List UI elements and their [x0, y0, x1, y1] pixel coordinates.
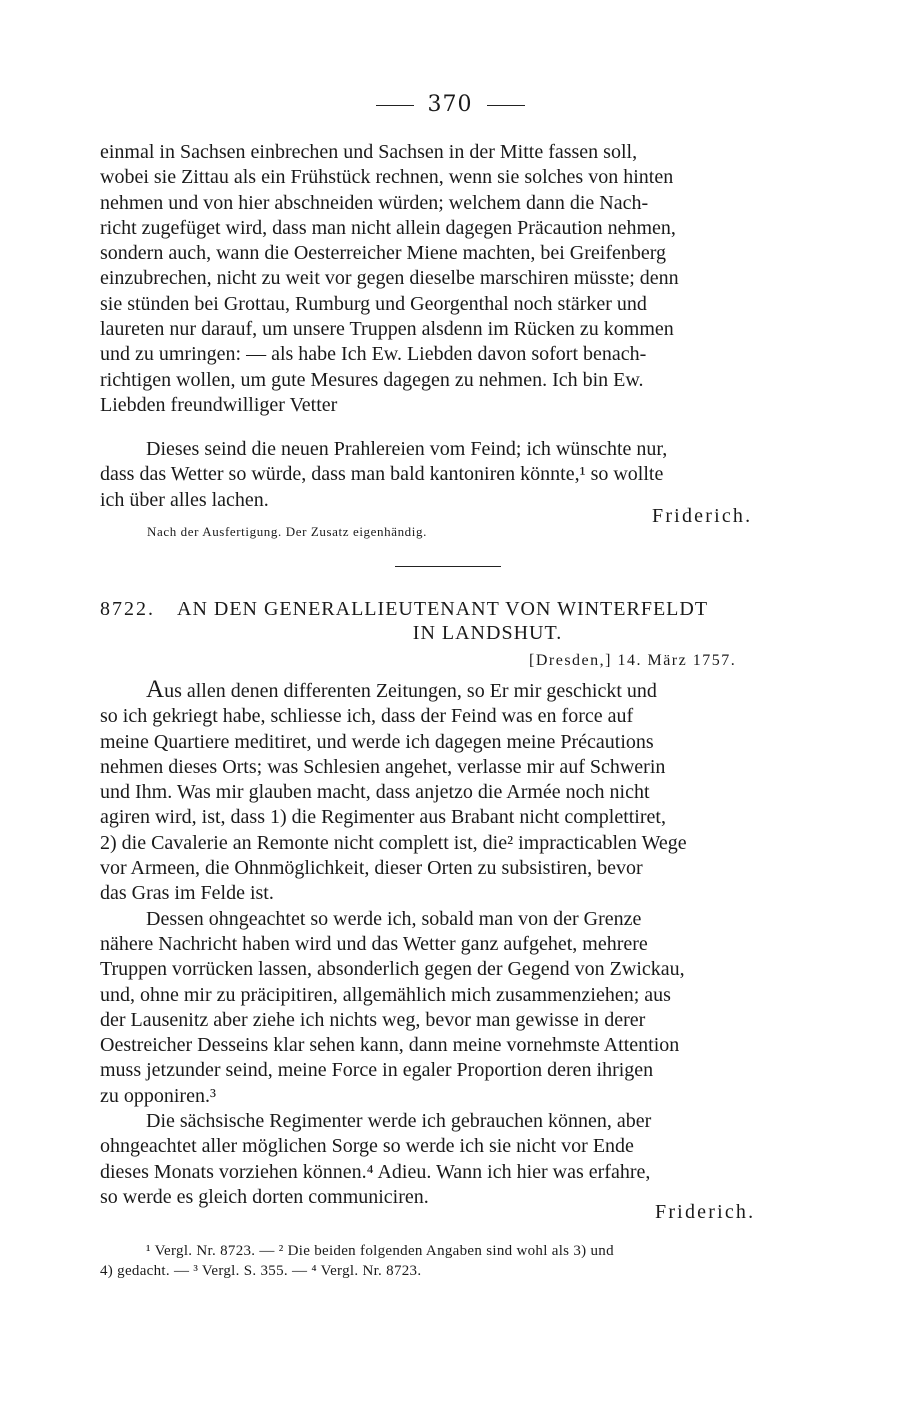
text-line: agiren wird, ist, dass 1) die Regimenter aus Brabant nicht complettiret, — [100, 806, 666, 829]
page-number: 370 — [427, 92, 473, 117]
header-dash-left — [376, 105, 414, 106]
letter-number: 8722. — [100, 598, 155, 620]
letter-body — [100, 677, 795, 1210]
text-line: Oestreicher Desseins klar sehen kann, dann meine vornehmste Attention — [100, 1034, 680, 1057]
text-line: dieses Monats vorziehen können.⁴ Adieu. Wann ich hier was erfahre, — [100, 1160, 651, 1183]
page-header — [0, 92, 900, 117]
text-line: und Ihm. Was mir glauben macht, dass anjetzo die Armée noch nicht — [100, 781, 650, 804]
text-line: sie stünden bei Grottau, Rumburg und Georgenthal noch stärker und — [100, 292, 647, 315]
footnote-line: ¹ Vergl. Nr. 8723. — ² Die beiden folgenden Angaben sind wohl als 3) und — [146, 1243, 614, 1259]
text-line: 2) die Cavalerie an Remonte nicht complett ist, die² impracticablen Wege — [100, 831, 687, 854]
text-line: ohngeachtet aller möglichen Sorge so werde ich sie nicht vor Ende — [100, 1135, 634, 1158]
text-line: einzubrechen, nicht zu weit vor gegen dieselbe marschiren müsste; denn — [100, 267, 679, 290]
text-line — [100, 677, 795, 704]
section-divider — [395, 566, 501, 567]
letter-heading — [100, 597, 795, 645]
text-line: dass das Wetter so würde, dass man bald kantoniren könnte,¹ so wollte — [100, 463, 664, 486]
text-line: richtigen wollen, um gute Mesures dagegen zu nehmen. Ich bin Ew. — [100, 368, 644, 391]
text-line: sondern auch, wann die Oesterreicher Miene machten, bei Greifenberg — [100, 242, 667, 265]
text-line: nähere Nachricht haben wird und das Wetter ganz aufgehet, mehrere — [100, 932, 648, 955]
continuation-paragraph — [100, 140, 795, 418]
text-line: ich über alles lachen. — [100, 488, 269, 511]
footnotes — [100, 1241, 795, 1281]
text-line: so ich gekriegt habe, schliesse ich, dass der Feind was en force auf — [100, 705, 634, 728]
text-line: Liebden freundwilliger Vetter — [100, 393, 338, 416]
text-line: der Lausenitz aber ziehe ich nichts weg, bevor man gewisse in derer — [100, 1008, 646, 1031]
text-line: laureten nur darauf, um unsere Truppen alsdenn im Rücken zu kommen — [100, 318, 674, 341]
text-line: Die sächsische Regimenter werde ich gebrauchen können, aber — [146, 1110, 652, 1133]
heading-line-1: AN DEN GENERALLIEUTENANT VON WINTERFELDT — [177, 598, 709, 620]
text-line: Truppen vorrücken lassen, absonderlich gegen der Gegend von Zwickau, — [100, 958, 685, 981]
text-line: das Gras im Felde ist. — [100, 882, 274, 905]
text-line: vor Armeen, die Ohnmöglichkeit, dieser Orten zu subsistiren, bevor — [100, 857, 643, 880]
text-line: muss jetzunder seind, meine Force in egaler Proportion deren ihrigen — [100, 1059, 654, 1082]
text-line: Dieses seind die neuen Prahlereien vom Feind; ich wünschte nur, — [146, 438, 668, 460]
postscript-paragraph — [100, 437, 795, 513]
text-line: richt zugefüget wird, dass man nicht allein dagegen Präcaution nehmen, — [100, 216, 676, 239]
text-line: zu opponiren.³ — [100, 1084, 216, 1107]
signature: Friderich. — [652, 505, 753, 527]
signature: Friderich. — [655, 1201, 756, 1223]
text-line: so werde es gleich dorten communiciren. — [100, 1185, 429, 1208]
text-line: nehmen und von hier abschneiden würden; welchem dann die Nach- — [100, 191, 649, 214]
text-line: und zu umringen: — als habe Ich Ew. Liebden davon sofort benach- — [100, 343, 647, 366]
initial-letter: A — [146, 676, 165, 703]
text-line: und, ohne mir zu präcipitiren, allgemählich mich zusammenziehen; aus — [100, 983, 671, 1006]
text-line: meine Quartiere meditiret, und werde ich dagegen meine Précautions — [100, 730, 654, 753]
heading-line-2: IN LANDSHUT. — [412, 622, 563, 644]
text-line: einmal in Sachsen einbrechen und Sachsen in der Mitte fassen soll, — [100, 141, 638, 163]
source-note: Nach der Ausfertigung. Der Zusatz eigenhändig. — [147, 524, 427, 539]
dateline: [Dresden,] 14. März 1757. — [529, 652, 737, 669]
text-fragment: us allen denen differenten Zeitungen, so Er mir geschickt und — [164, 680, 657, 702]
text-line: nehmen dieses Orts; was Schlesien angehet, verlasse mir auf Schwerin — [100, 755, 666, 778]
footnote-line: 4) gedacht. — ³ Vergl. S. 355. — ⁴ Vergl. Nr. 8723. — [100, 1263, 422, 1279]
text-line: Dessen ohngeachtet so werde ich, sobald man von der Grenze — [146, 907, 642, 930]
text-line: wobei sie Zittau als ein Frühstück rechnen, wenn sie solches von hinten — [100, 166, 674, 189]
header-dash-right — [487, 105, 525, 106]
